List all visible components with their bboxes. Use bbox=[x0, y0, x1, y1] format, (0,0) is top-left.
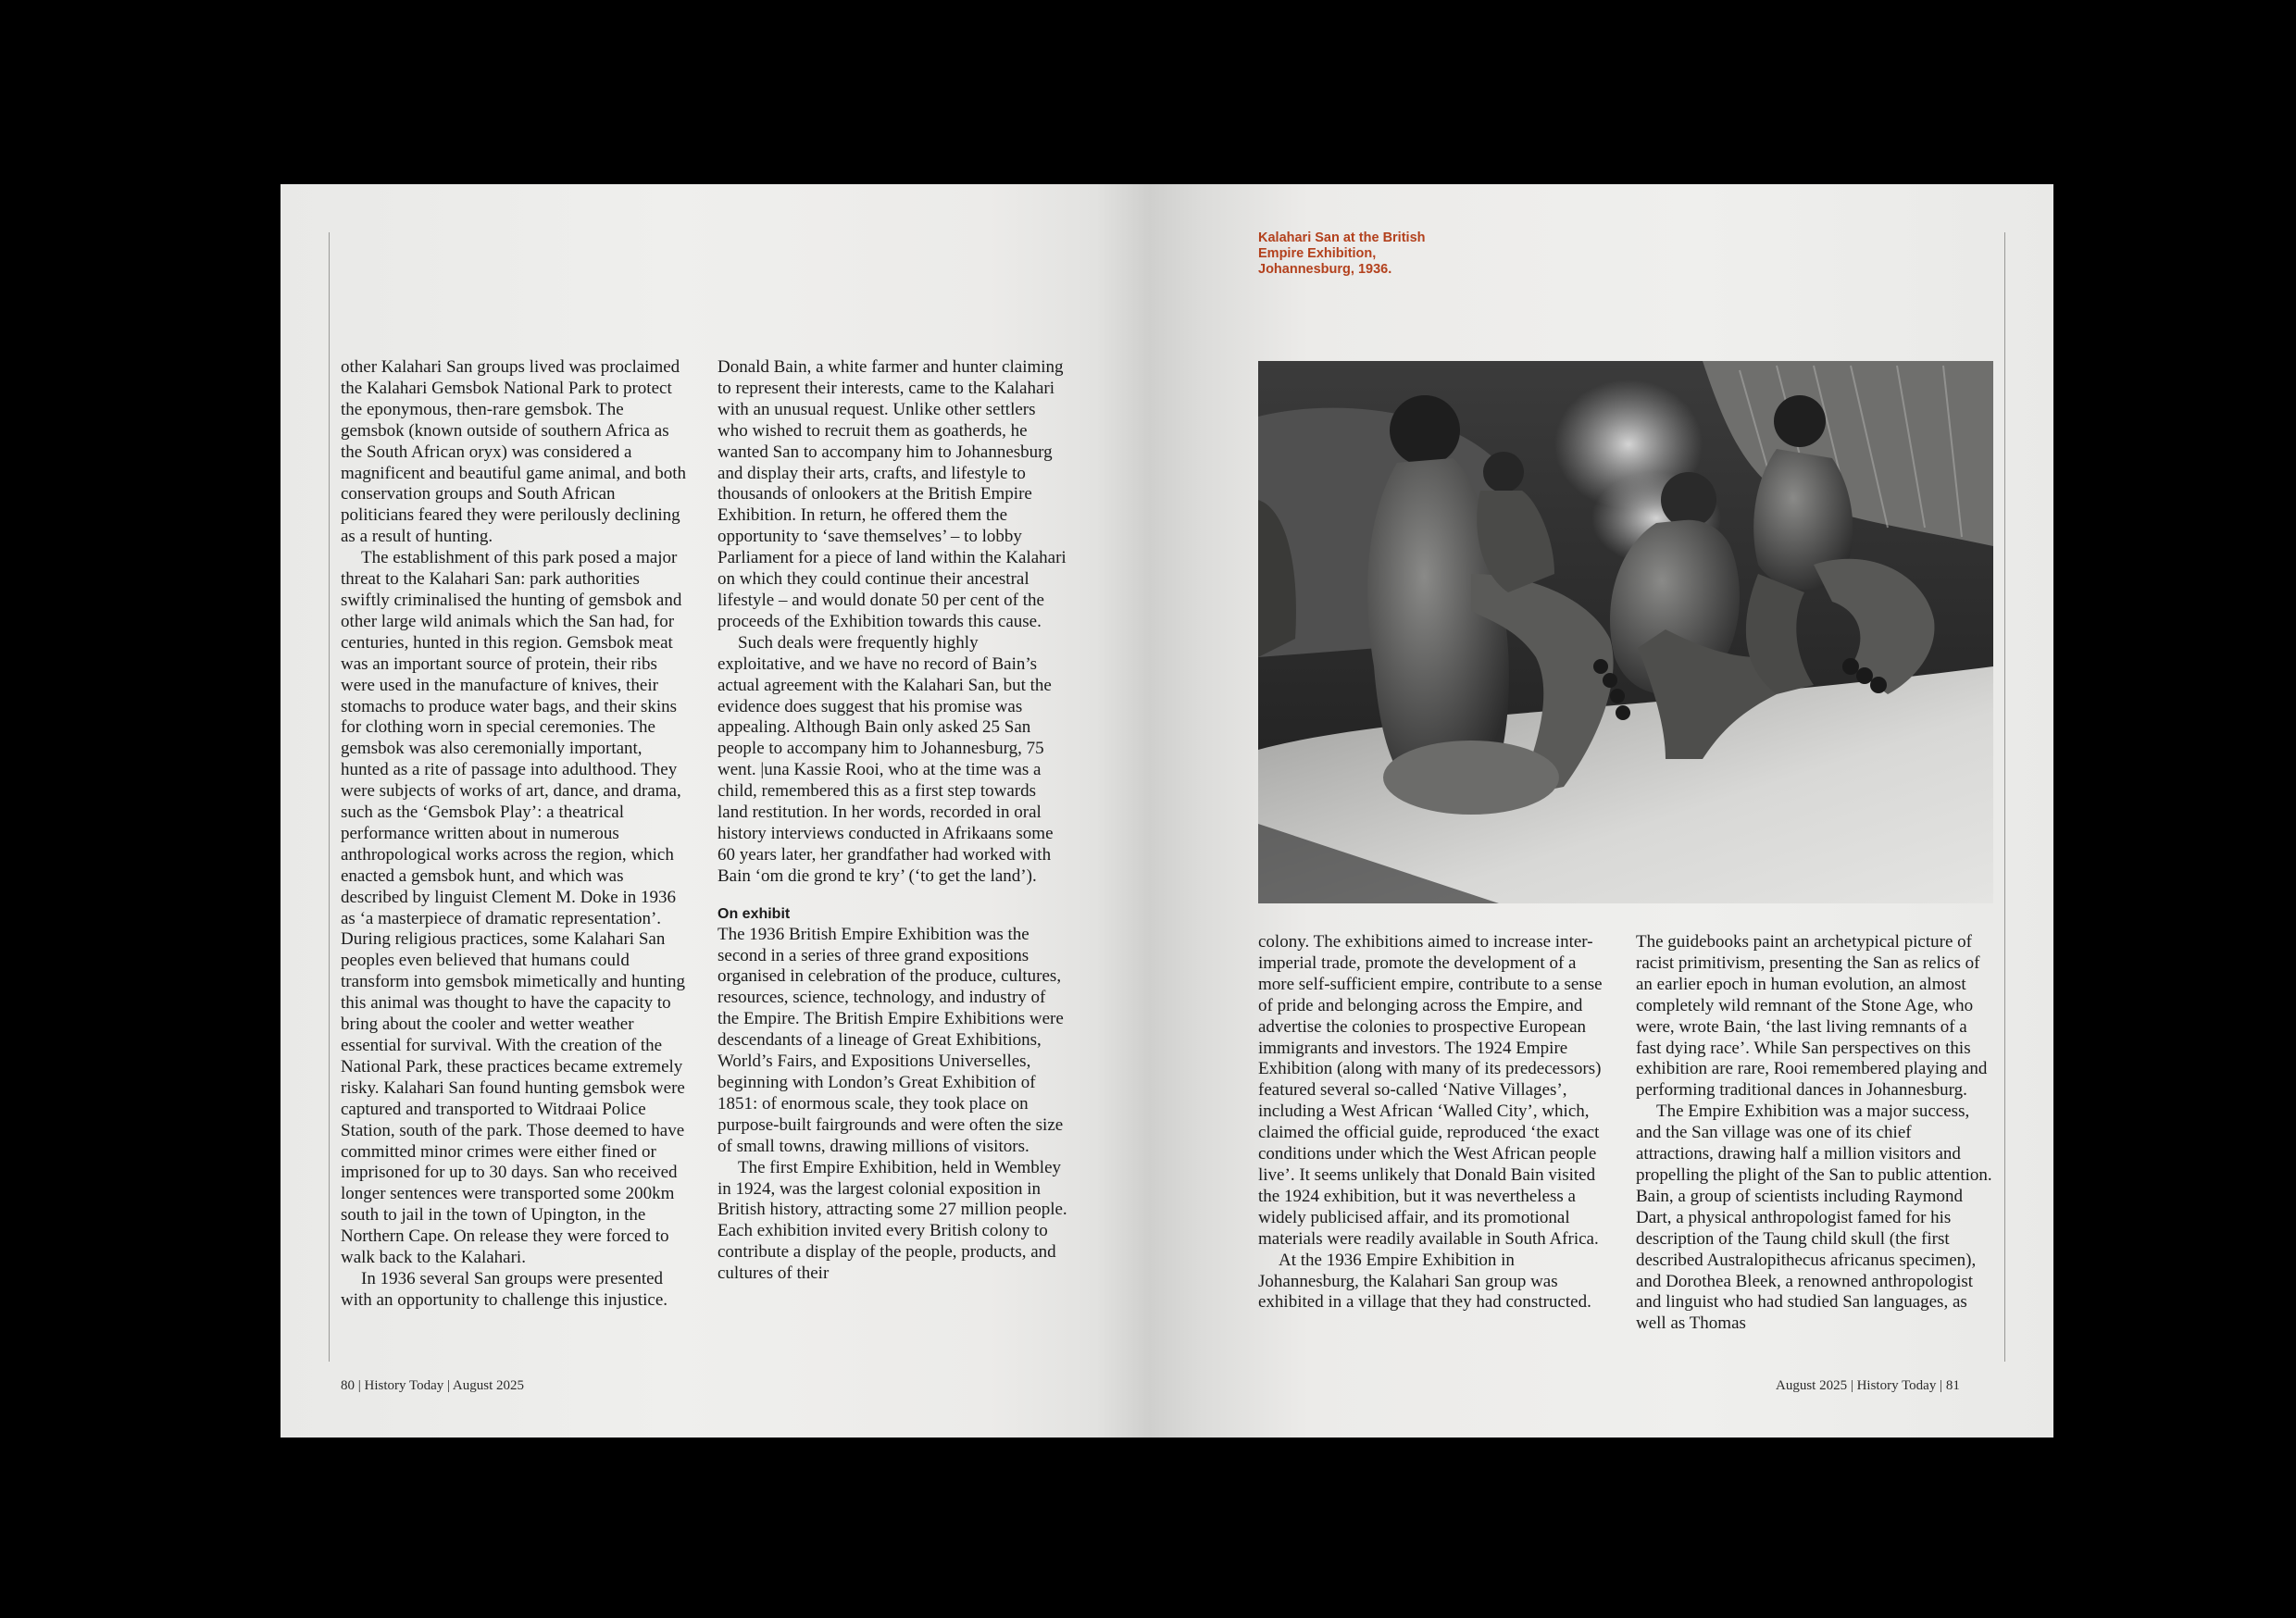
paragraph: In 1936 several San groups were presented with an opportunity to challenge this injustice. bbox=[341, 1268, 668, 1310]
right-page-column-2 bbox=[1636, 932, 1993, 1361]
paragraph: colony. The exhibitions aimed to increase inter-imperial trade, promote the development of a more self-sufficient empire, contribute to a sense of pride and belonging across the Empire, and advertise the colonies to prospective European immigrants and investors. The 1924 Empire Exhibition (along with many of its predecessors) featured several so-called ‘Native Villages’, including a West African ‘Walled City’, which, claimed the official guide, reproduced ‘the exact conditions under which the West African people live’. It seems unlikely that Donald Bain visited the 1924 exhibition, but it was nevertheless a widely publicised affair, and its promotional materials were readily available in South Africa. bbox=[1258, 932, 1603, 1249]
left-margin-rule bbox=[329, 232, 330, 1362]
left-page-folio: 80 | History Today | August 2025 bbox=[341, 1378, 525, 1393]
paragraph: Such deals were frequently highly exploitative, and we have no record of Bain’s actual agreement with the Kalahari San, but the evidence does suggest that his promise was appealing. Although Bain only asked 25 San people to accompany him to Johannesburg, 75 went. |una Kassie Rooi, who at the time was a child, remembered this as a first step towards land restitution. In her words, recorded in oral history interviews conducted in Afrikaans some 60 years later, her grandfather had worked with Bain ‘om die grond te kry’ (‘to get the land’). bbox=[718, 632, 1054, 886]
left-page-column-2 bbox=[718, 357, 1067, 1359]
photo-caption: Kalahari San at the British Empire Exhibition, Johannesburg, 1936. bbox=[1258, 230, 1426, 277]
right-page-folio: August 2025 | History Today | 81 bbox=[1776, 1378, 1960, 1393]
paragraph: The establishment of this park posed a major threat to the Kalahari San: park authorities swiftly criminalised the hunting of gemsbok and other large wild animals which the San had, for centuries, hunted in this region. Gemsbok meat was an important source of protein, their ribs were used in the manufacture of knives, their stomachs to produce water bags, and their skins for clothing worn in special ceremonies. The gemsbok was also ceremonially important, hunted as a rite of passage into adulthood. They were subjects of works of art, dance, and drama, such as the ‘Gemsbok Play’: a theatrical performance written about in numerous anthropological works across the region, which enacted a gemsbok hunt, and which was described by linguist Clement M. Doke in 1936 as ‘a masterpiece of dramatic representation’. During religious practices, some Kalahari San peoples even believed that humans could transform into gemsbok mimetically and hunting this animal was thought to have the capacity to bring about the cooler and wetter weather essential for survival. With the creation of the National Park, these practices became extremely risky. Kalahari San found hunting gemsbok were captured and transported to Witdraai Police Station, south of the park. Those deemed to have committed minor crimes were either fined or imprisoned for up to 30 days. San who received longer sentences were transported some 200km south to jail in the town of Upington, in the Northern Cape. On release they were forced to walk back to the Kalahari. bbox=[341, 548, 686, 1268]
right-margin-rule bbox=[2004, 232, 2005, 1362]
left-page-column-1 bbox=[341, 357, 689, 1359]
magazine-spread bbox=[281, 184, 2053, 1438]
section-subheading: On exhibit bbox=[718, 905, 791, 922]
paragraph: At the 1936 Empire Exhibition in Johannesburg, the Kalahari San group was exhibited in a village that they had constructed. bbox=[1258, 1250, 1591, 1313]
paragraph: The guidebooks paint an archetypical picture of racist primitivism, presenting the San as relics of an earlier epoch in human evolution, an almost completely wild remnant of the Stone Age, who were, wrote Bain, ‘the last living remnants of a fast dying race’. While San perspectives on this exhibition are rare, Rooi remembered playing and performing traditional dances in Johannesburg. bbox=[1636, 932, 1988, 1101]
paragraph: The Empire Exhibition was a major success, and the San village was one of its chief attractions, drawing half a million visitors and propelling the plight of the San to public attention. Bain, a group of scientists including Raymond Dart, a physical anthropologist famed for his description of the Taung child skull (the first described Australopithecus africanus specimen), and Dorothea Bleek, a renowned anthropologist and linguist who had studied San languages, as well as Thomas bbox=[1636, 1101, 1992, 1334]
paragraph: The first Empire Exhibition, held in Wembley in 1924, was the largest colonial exposition in British history, attracting some 27 million people. Each exhibition invited every British colony to contribute a display of the people, products, and cultures of their bbox=[718, 1157, 1067, 1284]
paragraph: other Kalahari San groups lived was proclaimed the Kalahari Gemsbok National Park to protect the eponymous, then-rare gemsbok. The gemsbok (known outside of southern Africa as the South African oryx) was considered a magnificent and beautiful game animal, and both conservation groups and South African politicians feared they were perilously declining as a result of hunting. bbox=[341, 357, 687, 547]
paragraph: Donald Bain, a white farmer and hunter claiming to represent their interests, came to the Kalahari with an unusual request. Unlike other settlers who wished to recruit them as goatherds, he wanted San to accompany him to Johannesburg and display their arts, crafts, and lifestyle to thousands of onlookers at the British Empire Exhibition. In return, he offered them the opportunity to ‘save themselves’ – to lobby Parliament for a piece of land within the Kalahari on which they could continue their ancestral lifestyle – and would donate 50 per cent of the proceeds of the Exhibition towards this cause. bbox=[718, 357, 1067, 631]
historical-photograph bbox=[1258, 361, 1993, 903]
right-page-column-1 bbox=[1258, 932, 1610, 1361]
paragraph: The 1936 British Empire Exhibition was the second in a series of three grand expositions organised in celebration of the produce, cultures, resources, science, technology, and industry of the Empire. The British Empire Exhibitions were descendants of a lineage of Great Exhibitions, World’s Fairs, and Expositions Universelles, beginning with London’s Great Exhibition of 1851: of enormous scale, they took place on purpose-built fairgrounds and were often the size of small towns, drawing millions of visitors. bbox=[718, 924, 1064, 1156]
